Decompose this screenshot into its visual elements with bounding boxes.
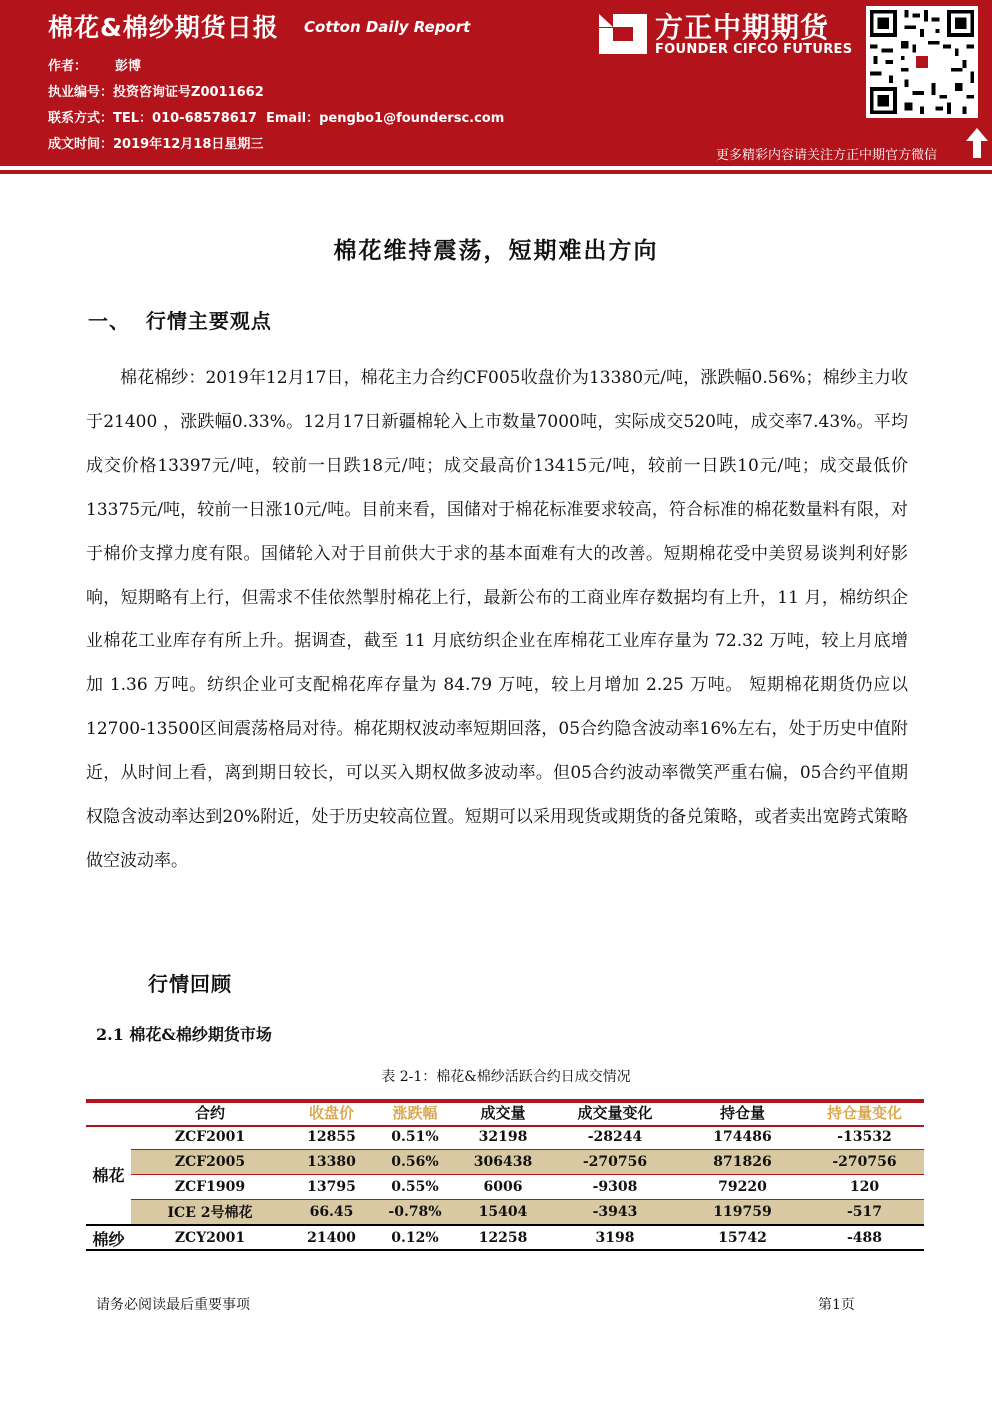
document-title: 棉花维持震荡，短期难出方向 [333, 237, 659, 264]
brand-name: 方正中期期货 [655, 11, 830, 44]
header-open-interest: 持仓量 [719, 1103, 765, 1122]
qr-code-icon [866, 6, 978, 118]
cell-contract: ZCY2001 [131, 1225, 289, 1250]
license-line [48, 81, 264, 100]
table-row [86, 1125, 924, 1150]
cell-oi-change: -270756 [805, 1150, 924, 1175]
author-value: 彭博 [115, 59, 142, 74]
footer-notice: 请务必阅读最后重要事项 [96, 1297, 250, 1313]
cell-volume: 12258 [456, 1225, 550, 1250]
table-header-rule [86, 1125, 924, 1127]
follow-wechat-text: 更多精彩内容请关注方正中期官方微信 [716, 148, 938, 163]
cell-close: 13380 [289, 1150, 374, 1175]
report-header [0, 0, 992, 166]
cell-volume: 306438 [456, 1150, 550, 1175]
cell-close: 21400 [289, 1225, 374, 1250]
cell-oi-change: 120 [805, 1175, 924, 1200]
group-yarn: 棉纱 [86, 1225, 131, 1250]
cell-oi-change: -13532 [805, 1125, 924, 1150]
cell-volume: 6006 [456, 1175, 550, 1200]
author-line [48, 55, 141, 74]
subsection-heading-2-1: 2.1 棉花&棉纱期货市场 [96, 1025, 272, 1044]
cell-open-interest: 79220 [680, 1175, 805, 1200]
section-heading-2: 行情回顾 [148, 972, 232, 996]
cell-change-pct: 0.56% [374, 1150, 456, 1175]
contact-line [48, 107, 504, 126]
report-title: 棉花&棉纱期货日报 [48, 13, 279, 42]
cell-open-interest: 15742 [680, 1225, 805, 1250]
section-heading-1: 一、 行情主要观点 [88, 309, 272, 333]
cell-volume-change: -9308 [550, 1175, 680, 1200]
cell-change-pct: -0.78% [374, 1200, 456, 1226]
cell-volume-change: -270756 [550, 1150, 680, 1175]
cell-close: 12855 [289, 1125, 374, 1150]
group-cotton: 棉花 [86, 1125, 131, 1225]
header-close: 收盘价 [308, 1103, 354, 1122]
page-number: 第1页 [818, 1297, 855, 1313]
cell-volume: 32198 [456, 1125, 550, 1150]
contact-value: TEL：010-68578617 Email：pengbo1@foundersc.com [113, 111, 505, 126]
date-label: 成文时间： [48, 137, 114, 152]
futures-trading-table [86, 1099, 924, 1250]
brand-logo-icon [599, 14, 647, 54]
header-volume-change: 成交量变化 [577, 1103, 653, 1122]
cell-volume-change: -3943 [550, 1200, 680, 1226]
cell-volume: 15404 [456, 1200, 550, 1226]
cell-oi-change: -488 [805, 1225, 924, 1250]
cell-change-pct: 0.55% [374, 1175, 456, 1200]
cell-contract: ZCF2001 [131, 1125, 289, 1150]
cell-close: 66.45 [289, 1200, 374, 1226]
cell-change-pct: 0.12% [374, 1225, 456, 1250]
cell-open-interest: 871826 [680, 1150, 805, 1175]
contact-label: 联系方式： [48, 111, 114, 126]
license-value: 投资咨询证号Z0011662 [113, 85, 264, 100]
table-row [86, 1175, 924, 1200]
header-oi-change: 持仓量变化 [826, 1103, 902, 1122]
table-row [86, 1150, 924, 1175]
report-title-en: Cotton Daily Report [304, 18, 471, 36]
cell-volume-change: -28244 [550, 1125, 680, 1150]
table-row [86, 1225, 924, 1250]
arrow-up-icon [966, 128, 988, 158]
table-caption: 表 2-1：棉花&棉纱活跃合约日成交情况 [381, 1069, 631, 1085]
cell-open-interest: 174486 [680, 1125, 805, 1150]
cell-change-pct: 0.51% [374, 1125, 456, 1150]
author-label: 作者： [48, 59, 88, 74]
cell-close: 13795 [289, 1175, 374, 1200]
table-top-rule [86, 1099, 924, 1103]
cell-oi-change: -517 [805, 1200, 924, 1226]
cell-contract: ICE 2号棉花 [131, 1200, 289, 1226]
cell-open-interest: 119759 [680, 1200, 805, 1226]
main-paragraph: 棉花棉纱：2019年12月17日，棉花主力合约CF005收盘价为13380元/吨，涨跌幅0.56%；棉纱主力收于21400 ，涨跌幅0.33%。12月17日新疆棉轮入上市数量7000吨，实际成交520吨，成交率7.43%。平均成交价格13397元/吨，较前一日跌18元/吨；成交最高价13415元/吨，较前一日跌10元/吨；成交最低价13375元/吨，较前一日涨10元/吨。目前来看，国储对于棉花标准要求较高，符合标准的棉花数量料有限，对于棉价支撑力度有限。国储轮入对于目前供大于求的基本面难有大的改善。短期棉花受中美贸易谈判利好影响，短期略有上行，但需求不佳依然掣肘棉花上行，最新公布的工商业库存数据均有上升，11 月，棉纺织企业棉花工业库存有所上升。据调查，截至 11 月底纺织企业在库棉花工业库存量为 72.32 万吨，较上月底增加 1.36 万吨。纺织企业可支配棉花库存量为 84.79 万吨，较上月增加 2.25 万吨。 短期棉花期货仍应以12700-13500区间震荡格局对待。棉花期权波动率短期回落，05合约隐含波动率16%左右，处于历史中值附近，从时间上看，离到期日较长，可以买入期权做多波动率。但05合约波动率微笑严重右偏，05合约平值期权隐含波动率达到20%附近，处于历史较高位置。短期可以采用现货或期货的备兑策略，或者卖出宽跨式策略做空波动率。 [86, 368, 908, 871]
date-value: 2019年12月18日星期三 [113, 137, 264, 152]
table-bottom-rule [86, 1249, 924, 1251]
header-divider [0, 170, 992, 174]
header-change-pct: 涨跌幅 [392, 1103, 438, 1122]
cell-contract: ZCF2005 [131, 1150, 289, 1175]
header-contract: 合约 [194, 1103, 225, 1122]
date-line [48, 133, 263, 152]
header-volume: 成交量 [480, 1103, 526, 1122]
brand-name-en: FOUNDER CIFCO FUTURES [655, 42, 853, 57]
cell-volume-change: 3198 [550, 1225, 680, 1250]
license-label: 执业编号： [48, 85, 114, 100]
cell-contract: ZCF1909 [131, 1175, 289, 1200]
table-row [86, 1200, 924, 1226]
